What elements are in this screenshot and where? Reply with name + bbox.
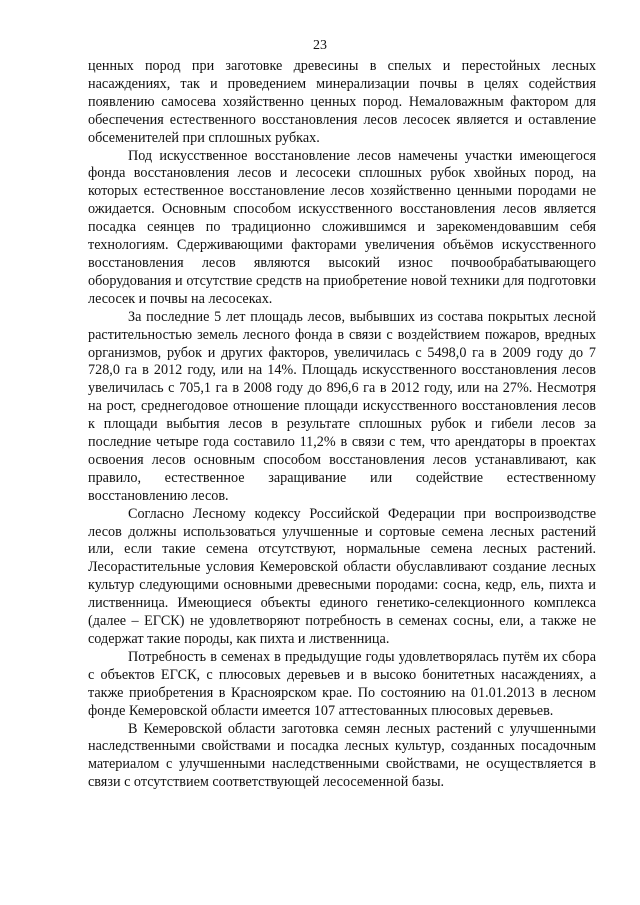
- paragraph-seed-demand: Потребность в семенах в предыдущие годы удовлетворялась путём их сбора с объектов ЕГСК, с плюсовых деревьев и в высоко бонитетных насаждениях, а также приобретения в Красноярском крае. По состоянию на 01.01.2013 в лесном фонде Кемеровской области имеется 107 аттестованных плюсовых деревьев.: [88, 648, 596, 719]
- document-body: [88, 58, 596, 792]
- paragraph-seed-base: В Кемеровской области заготовка семян лесных растений с улучшенными наследственными свойствами и посадка лесных культур, созданных посадочным материалом с улучшенными наследственными свойствами, не осуществляется в связи с отсутствием соответствующей лесосеменной базы.: [88, 720, 596, 791]
- page-number: 23: [313, 38, 327, 53]
- paragraph-continuation: ценных пород при заготовке древесины в спелых и перестойных лесных насаждениях, так и проведением минерализации почвы в целях содействия появлению самосева хозяйственно ценных пород. Немаловажным фактором для обеспечения естественного восстановления лесов лесосек является и оставление обсеменителей при сплошных рубках.: [88, 58, 596, 146]
- paragraph-artificial-reforestation: Под искусственное восстановление лесов намечены участки имеющегося фонда восстановления лесов и лесосеки сплошных рубок хвойных пород, на которых естественное восстановление лесов хозяйственно ценными породами не ожидается. Основным способом искусственного восстановления лесов является посадка сеянцев по традиционно сложившимся и зарекомендовавшим себя технологиям. Сдерживающими факторами увеличения объёмов искусственного восстановления лесов являются высокий износ почвообрабатывающего оборудования и отсутствие средств на приобретение новой техники для подготовки лесосек и почвы на лесосеках.: [88, 147, 596, 307]
- paragraph-forest-loss-statistics: За последние 5 лет площадь лесов, выбывших из состава покрытых лесной растительностью земель лесного фонда в связи с воздействием пожаров, вредных организмов, рубок и других факторов, увеличилась с 5498,0 га в 2009 году до 7 728,0 га в 2012 году, или на 14%. Площадь искусственного восстановления лесов увеличилась с 705,1 га в 2008 году до 896,6 га в 2012 году, или на 27%. Несмотря на рост, среднегодовое отношение площади искусственного восстановления лесов к площади выбытия лесов в результате сплошных рубок и гибели лесов за последние четыре года составило 11,2% в связи с тем, что арендаторы в проектах освоения лесов основным способом восстановления лесов устанавливают, как правило, естественное заращивание или содействие естественному восстановлению лесов.: [88, 308, 596, 504]
- paragraph-forest-code-seeds: Согласно Лесному кодексу Российской Федерации при воспроизводстве лесов должны использоваться улучшенные и сортовые семена лесных растений или, если такие семена отсутствуют, нормальные семена лесных растений. Лесорастительные условия Кемеровской области обуславливают создание лесных культур следующими основными древесными породами: сосна, кедр, ель, пихта и лиственница. Имеющиеся объекты единого генетико-селекционного комплекса (далее – ЕГСК) не удовлетворяют потребность в семенах сосны, ели, а также не содержат такие породы, как пихта и лиственница.: [88, 505, 596, 647]
